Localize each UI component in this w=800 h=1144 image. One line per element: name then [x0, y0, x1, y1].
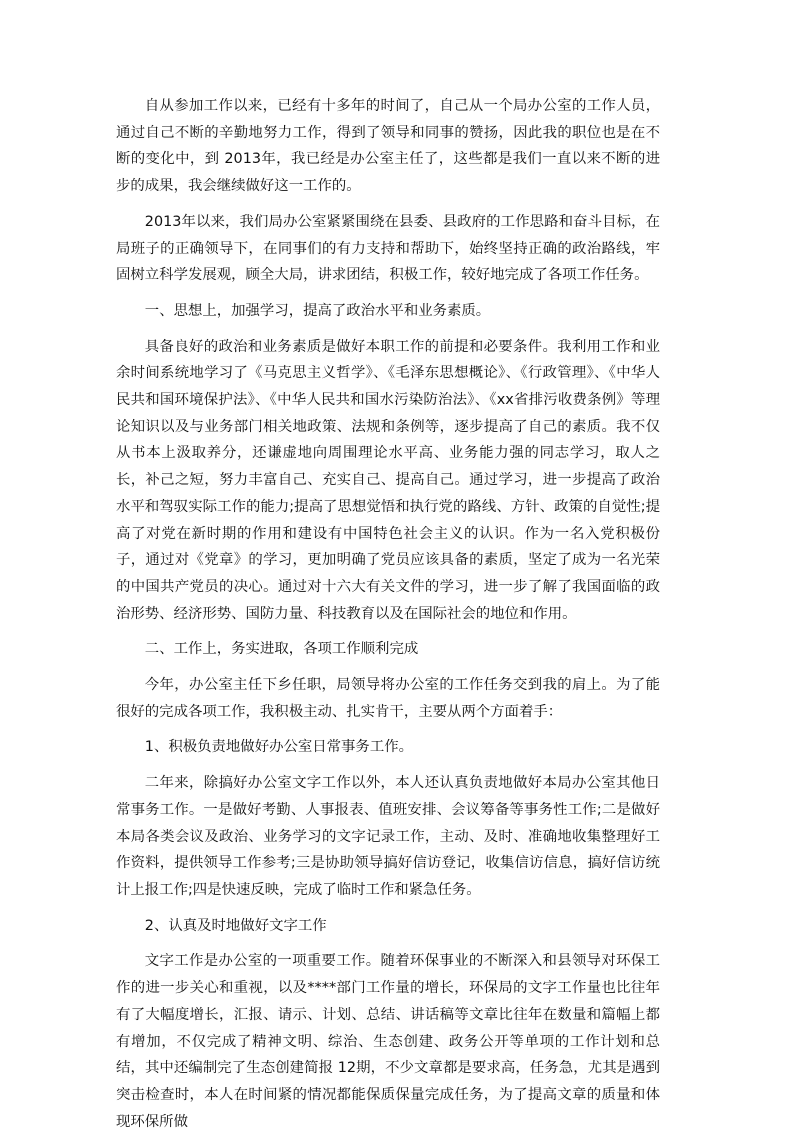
paragraph-overview: 2013年以来，我们局办公室紧紧围绕在县委、县政府的工作思路和奋斗目标，在局班子的正确领导下，在同事们的有力支持和帮助下，始终坚持正确的政治路线，牢固树立科学发展观，顾全大局，讲求团结，积极工作，较好地完成了各项工作任务。 — [116, 213, 660, 284]
section-heading-work: 二、工作上，务实进取，各项工作顺利完成 — [144, 641, 419, 658]
paragraph-study: 具备良好的政治和业务素质是做好本职工作的前提和必要条件。我利用工作和业余时间系统地学习了《马克思主义哲学》、《毛泽东思想概论》、《行政管理》、《中华人民共和国环境保护法》、《中华人民共和国水污染防治法》、《xx省排污收费条例》等理论知识以及与业务部门相关地政策、法规和条例等，逐步提高了自己的素质。我不仅从书本上汲取养分，还谦虚地向周围理论水平高、业务能力强的同志学习，取人之长，补己之短，努力丰富自己、充实自己、提高自己。通过学习，进一步提高了政治水平和驾驭实际工作的能力;提高了思想觉悟和执行党的路线、方针、政策的自觉性;提高了对党在新时期的作用和建设有中国特色社会主义的认识。作为一名入党积极份子，通过对《党章》的学习，更加明确了党员应该具备的素质，坚定了成为一名光荣的中国共产党员的决心。通过对十六大有关文件的学习，进一步了解了我国面临的政治形势、经济形势、国防力量、科技教育以及在国际社会的地位和作用。 — [116, 338, 660, 622]
section-heading-thought: 一、思想上，加强学习，提高了政治水平和业务素质。 — [144, 302, 491, 319]
paragraph-writing: 文字工作是办公室的一项重要工作。随着环保事业的不断深入和县领导对环保工作的进一步关心和重视，以及****部门工作量的增长，环保局的文字工作量也比往年有了大幅度增长，汇报、请示、计划、总结、讲话稿等文章比往年在数量和篇幅上都有增加，不仅完成了精神文明、综治、生态创建、政务公开等单项的工作计划和总结，其中还编制完了生态创建简报 12期，不少文章都是要求高，任务急，尤其是遇到突击检查时，本人在时间紧的情况都能保质保量完成任务，为了提高文章的质量和体现环保所做 — [116, 953, 660, 1130]
paragraph-work-intro: 今年，办公室主任下乡任职，局领导将办公室的工作任务交到我的肩上。为了能很好的完成各项工作，我积极主动、扎实肯干，主要从两个方面着手： — [116, 677, 660, 720]
subheading-writing: 2、认真及时地做好文字工作 — [144, 917, 327, 934]
subheading-daily-affairs: 1、积极负责地做好办公室日常事务工作。 — [144, 739, 413, 756]
paragraph-daily-affairs: 二年来，除搞好办公室文字工作以外，本人还认真负责地做好本局办公室其他日常事务工作。一是做好考勤、人事报表、值班安排、会议筹备等事务性工作;二是做好本局各类会议及政治、业务学习的文字记录工作，主动、及时、准确地收集整理好工作资料，提供领导工作参考;三是协助领导搞好信访登记，收集信访信息，搞好信访统计上报工作;四是快速反映，完成了临时工作和紧急任务。 — [116, 775, 660, 898]
paragraph-intro: 自从参加工作以来，已经有十多年的时间了，自己从一个局办公室的工作人员，通过自己不断的辛勤地努力工作，得到了领导和同事的赞扬，因此我的职位也是在不断的变化中，到 2013年，我已经是办公室主任了，这些都是我们一直以来不断的进步的成果，我会继续做好这一工作的。 — [116, 98, 660, 195]
document-body — [116, 93, 660, 1144]
